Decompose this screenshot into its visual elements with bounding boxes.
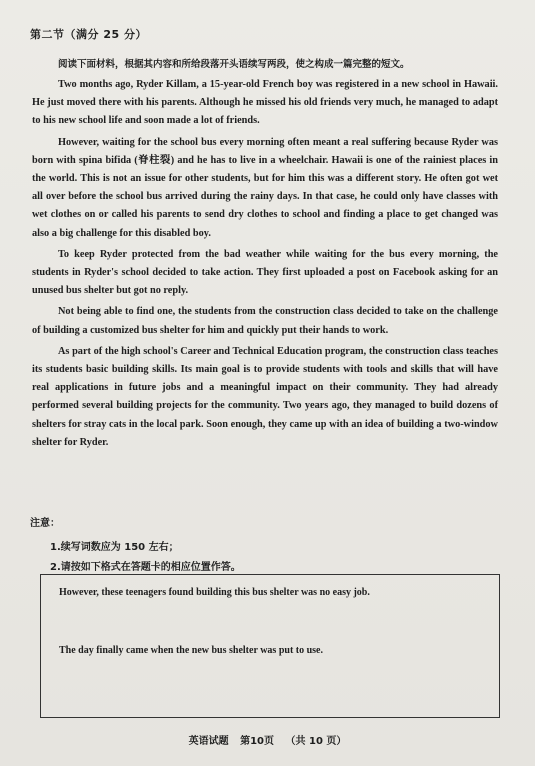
passage-paragraph: As part of the high school's Career and Technical Education program, the construction class teaches its students basic building skills. Its main goal is to provide students with tools and skills that will have real applications in future jobs and a meaningful impact on their community. They had already performed several building projects for the community. Two years ago, they managed to build dozens of shelters for stray cats in the local park. Soon enough, they came up with an idea of building a two-window shelter for Ryder. [32,345,498,448]
passage-paragraph: However, waiting for the school bus every morning often meant a real suffering because Ryder was born with spina bifida (脊柱裂) and he has to live in a wheelchair. Hawaii is one of the rainiest places in the world. This is not an issue for other students, but for him this was a different story. He often got wet all over before the school bus arrived during the rainy days. In that case, he could only have classes with wet clothes on or called his parents to send dry clothes to school and finding a place to get changed was also a big challenge for this disabled boy. [32,136,498,239]
reading-passage [32,76,498,455]
section-title: 第二节（满分 25 分） [30,28,147,41]
notes-label: 注意： [30,518,60,529]
instruction-text: 阅读下面材料，根据其内容和所给段落开头语续写两段，使之构成一篇完整的短文。 [58,59,410,70]
footer-total-pages: （共 10 页） [285,736,347,747]
answer-box [40,574,500,718]
note-item: 1.续写词数应为 150 左右； [50,542,179,553]
passage-paragraph: Two months ago, Ryder Killam, a 15-year-old French boy was registered in a new school in Hawaii. He just moved there with his parents. Although he missed his old friends very much, he managed to adapt to his new school life and soon made a lot of friends. [32,79,498,127]
footer-page-number: 第10页 [240,736,275,747]
passage-paragraph: Not being able to find one, the students from the construction class decided to take on the challenge of building a customized bus shelter for him and quickly put their hands to work. [32,306,498,336]
continuation-opening-2: The day finally came when the new bus shelter was put to use. [59,645,323,656]
passage-paragraph: To keep Ryder protected from the bad weather while waiting for the bus every morning, the students in Ryder's school decided to take action. They first uploaded a post on Facebook asking for an unused bus shelter but got no reply. [32,248,498,297]
note-item: 2.请按如下格式在答题卡的相应位置作答。 [50,562,241,573]
footer-subject: 英语试题 [188,736,229,747]
page-footer [0,732,535,747]
continuation-opening-1: However, these teenagers found building this bus shelter was no easy job. [59,587,370,598]
